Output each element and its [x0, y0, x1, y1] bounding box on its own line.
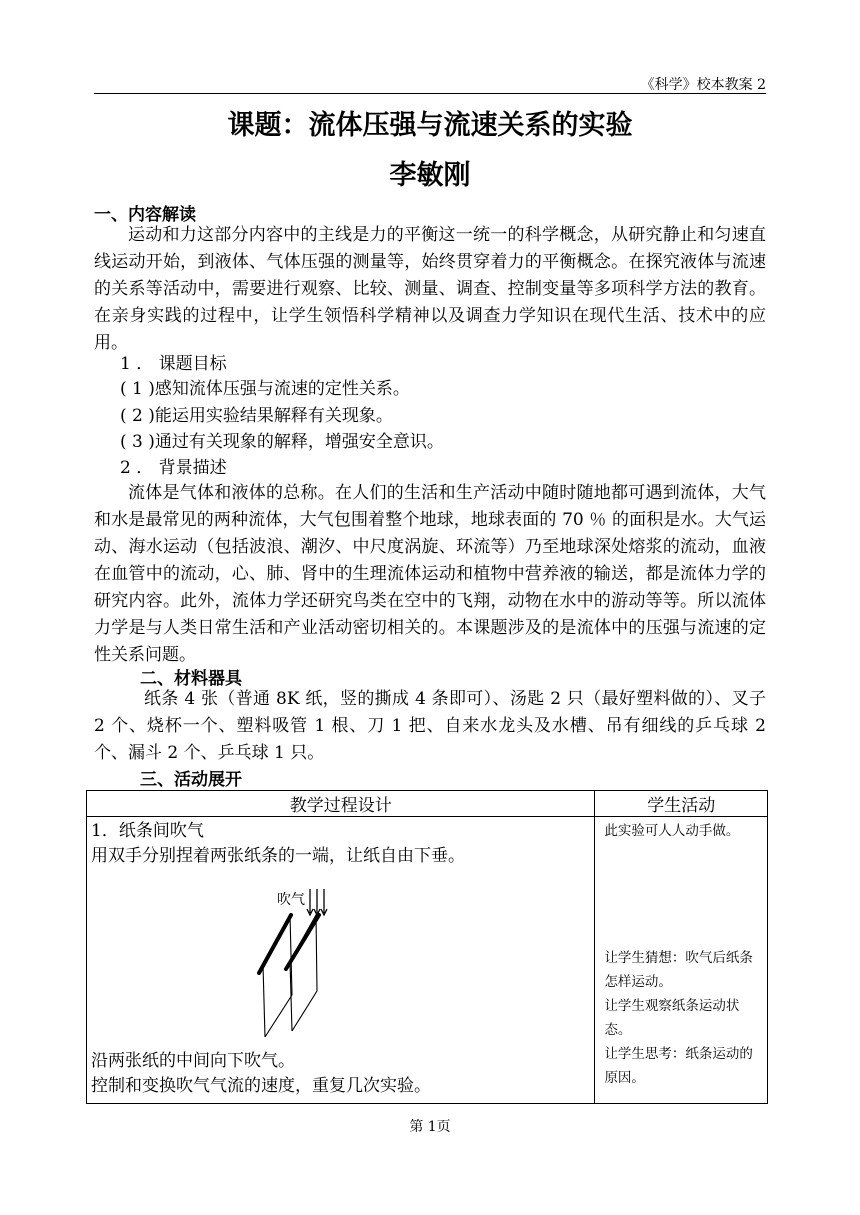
step-title: 1．纸条间吹气 [91, 821, 204, 841]
paper-strips-diagram [247, 887, 367, 1047]
section2-heading: 二、材料器具 [140, 669, 242, 689]
blow-label: 吹气 [277, 892, 305, 908]
header-rule [94, 93, 766, 94]
page-title: 课题：流体压强与流速关系的实验 [227, 110, 633, 141]
step-blow-instruction: 沿两张纸的中间向下吹气。 [91, 1051, 295, 1071]
goal-item-2: ( 2 )能运用实验结果解释有关现象。 [120, 406, 393, 426]
table-row [87, 817, 768, 1104]
activity-table [86, 790, 768, 1104]
student-note-1: 此实验可人人动手做。 [604, 823, 740, 839]
process-cell [87, 817, 595, 1104]
table-header-student: 学生活动 [595, 791, 768, 817]
student-activity-cell [595, 817, 768, 1104]
paper-strip-left-icon [263, 915, 292, 1037]
student-note-4: 让学生思考：纸条运动的原因。 [604, 1046, 753, 1086]
section1-heading: 一、内容解读 [94, 205, 196, 225]
section1-paragraph: 运动和力这部分内容中的主线是力的平衡这一统一的科学概念，从研究静止和匀速直线运动开始，到液体、气体压强的测量等，始终贯穿着力的平衡概念。在探究液体与流速的关系等活动中，需要进行观察、比较、测量、调查、控制变量等多项科学方法的教育。在亲身实践的过程中，让学生领悟科学精神以及调查力学知识在现代生活、技术中的应用。 [94, 225, 766, 353]
student-note-2: 让学生猜想：吹气后纸条怎样运动。 [604, 950, 753, 990]
materials-paragraph: 纸条 4 张（普通 8K 纸，竖的撕成 4 条即可）、汤匙 2 只（最好塑料做的）、叉子 2 个、烧杯一个、塑料吸管 1 根、刀 1 把、自来水龙头及水槽、吊有细线的乒乓球 2 个、漏斗 2 个、乒乓球 1 只。 [94, 689, 766, 763]
goal-item-1: ( 1 )感知流体压强与流速的定性关系。 [120, 379, 410, 399]
page-number: 第 1页 [409, 1119, 451, 1135]
background-heading: 2 ． 背景描述 [120, 458, 227, 478]
goal-heading: 1 ． 课题目标 [120, 354, 227, 374]
step-repeat-instruction: 控制和变换吹气气流的速度，重复几次实验。 [91, 1076, 431, 1096]
student-note-3: 让学生观察纸条运动状态。 [604, 998, 740, 1038]
author-name: 李敏刚 [389, 160, 471, 191]
process-bottom-text [91, 1049, 431, 1099]
student-notes-group [604, 946, 764, 1090]
process-top-text [91, 819, 465, 869]
paper-strip-right-icon [290, 915, 317, 1031]
hand-grip-marks-icon [259, 915, 319, 973]
goal-item-3: ( 3 )通过有关现象的解释，增强安全意识。 [120, 432, 444, 452]
background-paragraph: 流体是气体和液体的总称。在人们的生活和生产活动中随时随地都可遇到流体，大气和水是最常见的两种流体，大气包围着整个地球，地球表面的 70 ％ 的面积是水。大气运动、海水运动（包括波浪、潮汐、中尺度涡旋、环流等）乃至地球深处熔浆的流动，血液在血管中的流动，心、肺、肾中的生理流体运动和植物中营养液的输送，都是流体力学的研究内容。此外，流体力学还研究鸟类在空中的飞翔，动物在水中的游动等等。所以流体力学是与人类日常生活和产业活动密切相关的。本课题涉及的是流体中的压强与流速的定性关系问题。 [94, 483, 766, 665]
table-header-process: 教学过程设计 [87, 791, 595, 817]
section3-heading: 三、活动展开 [140, 770, 242, 790]
step-instruction: 用双手分别捏着两张纸条的一端，让纸自由下垂。 [91, 846, 465, 866]
air-arrows-icon [307, 889, 327, 915]
header-doc-label: 《科学》校本教案 2 [640, 77, 766, 93]
